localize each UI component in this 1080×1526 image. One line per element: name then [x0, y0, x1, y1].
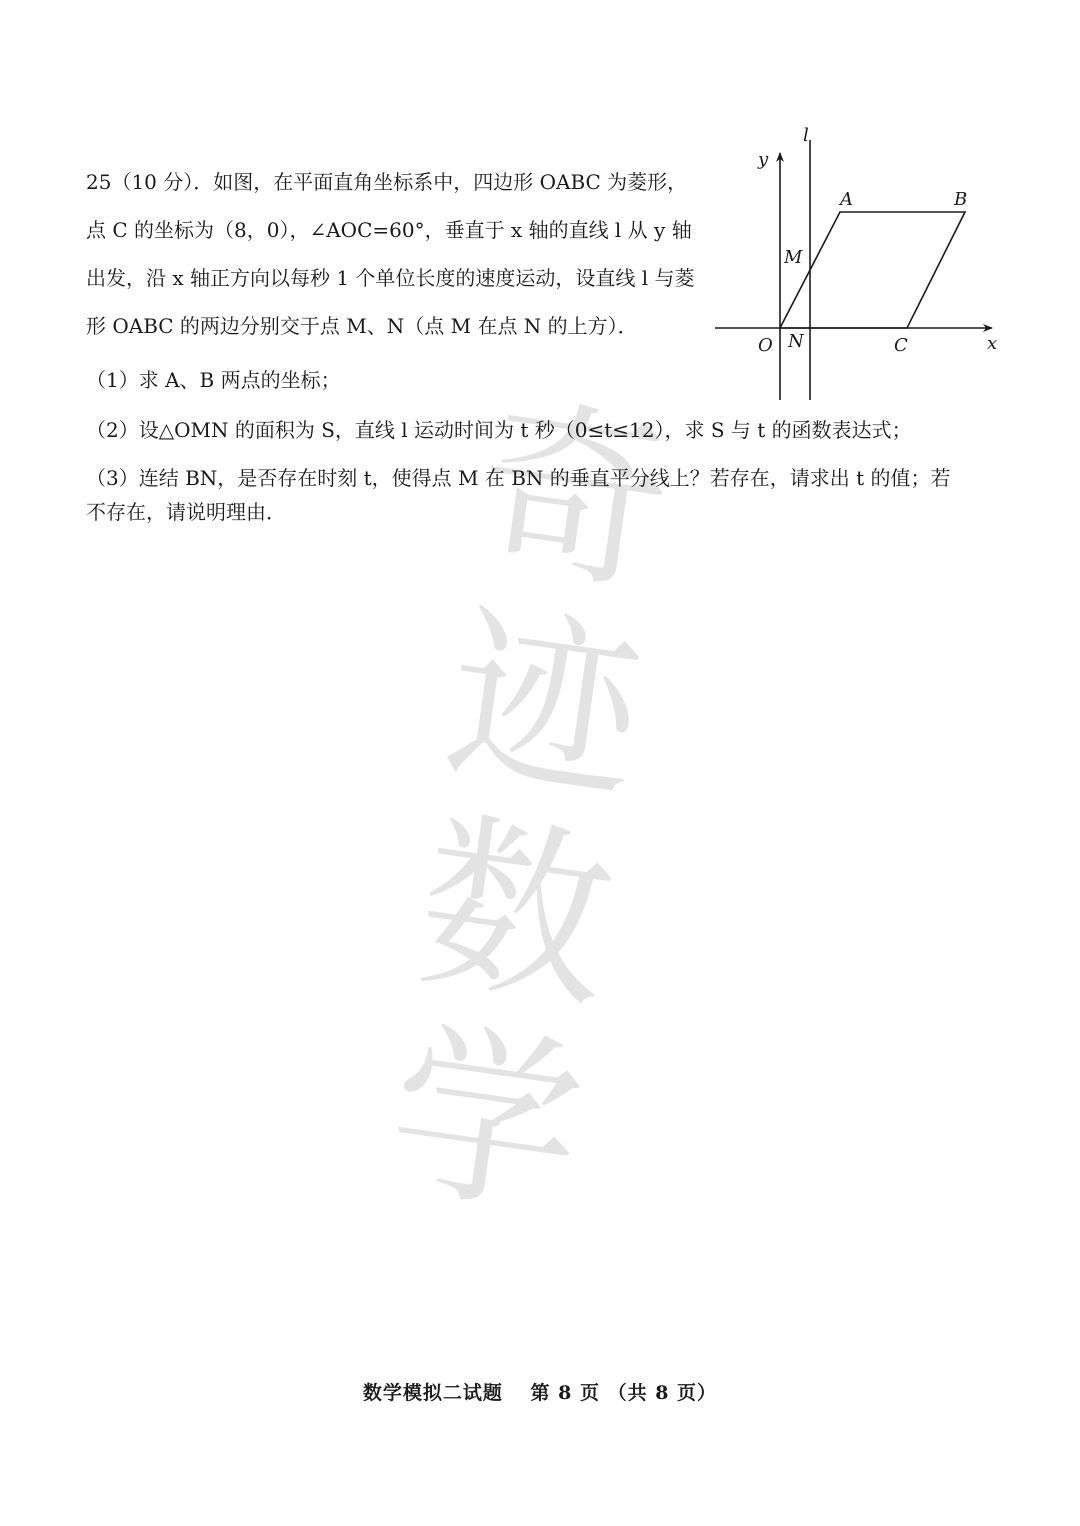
- coordinate-figure: [710, 125, 1010, 405]
- watermark-char-1: 奇: [464, 374, 684, 621]
- label-b: B: [954, 189, 968, 210]
- watermark-char-4: 学: [376, 998, 596, 1245]
- problem-line-4: 形 OABC 的两边分别交于点 M、N（点 M 在点 N 的上方）．: [86, 314, 638, 338]
- label-y: y: [758, 149, 769, 170]
- watermark-char-3: 数: [405, 790, 625, 1037]
- rhombus-oabc: [780, 212, 965, 328]
- label-c: C: [894, 335, 908, 356]
- page-footer: 数学模拟二试题 第 8 页 （共 8 页）: [362, 1382, 718, 1404]
- problem-line-2: 点 C 的坐标为（8，0），∠AOC=60°，垂直于 x 轴的直线 l 从 y 轴: [86, 218, 692, 242]
- watermark: [344, 374, 716, 1245]
- question-part-3: （3）连结 BN，是否存在时刻 t，使得点 M 在 BN 的垂直平分线上？若存在，请求出 t 的值；若: [86, 466, 951, 490]
- label-a: A: [840, 189, 853, 210]
- question-part-1: （1）求 A、B 两点的坐标；: [86, 368, 341, 392]
- label-n: N: [788, 331, 804, 352]
- question-part-2: （2）设△OMN 的面积为 S，直线 l 运动时间为 t 秒（0≤t≤12），求 S 与 t 的函数表达式；: [86, 418, 912, 442]
- problem-line-1: 25（10 分）．如图，在平面直角坐标系中，四边形 OABC 为菱形，: [86, 170, 688, 194]
- label-m: M: [784, 247, 803, 268]
- label-x: x: [987, 333, 998, 354]
- watermark-char-2: 迹: [435, 582, 655, 829]
- problem-line-3: 出发，沿 x 轴正方向以每秒 1 个单位长度的速度运动，设直线 l 与菱: [86, 266, 695, 290]
- label-o: O: [758, 335, 773, 356]
- question-part-3-continued: 不存在，请说明理由．: [86, 500, 286, 524]
- label-l: l: [803, 125, 809, 146]
